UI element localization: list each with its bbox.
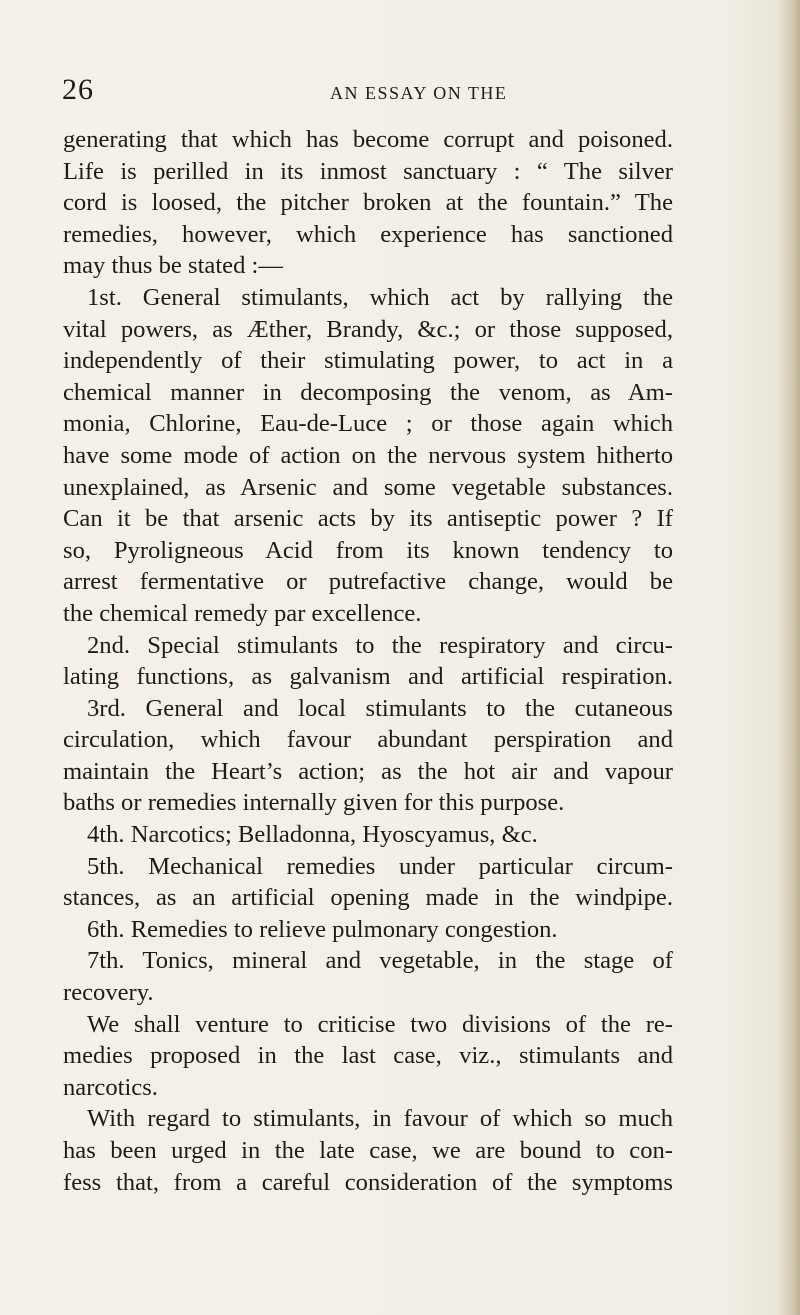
text-line: 2nd. Special stimulants to the respiratory and circu- [87, 631, 673, 659]
text-line: 4th. Narcotics; Belladonna, Hyoscyamus, &c. [87, 821, 538, 849]
text-line: 7th. Tonics, mineral and vegetable, in the stage of [87, 947, 673, 975]
page-edge-shadow [778, 0, 800, 1315]
text-line: recovery. [63, 979, 154, 1007]
text-line: so, Pyroligneous Acid from its known tendency to [63, 536, 673, 564]
text-line: maintain the Heart’s action; as the hot air and vapour [63, 757, 673, 785]
text-line: remedies, however, which experience has sanctioned [63, 220, 673, 248]
text-line: has been urged in the late case, we are bound to con- [63, 1137, 673, 1164]
running-head: AN ESSAY ON THE [330, 83, 508, 103]
text-line: have some mode of action on the nervous system hitherto [63, 441, 673, 469]
text-line: generating that which has become corrupt and poisoned. [63, 126, 673, 153]
text-line: cord is loosed, the pitcher broken at the fountain.” The [63, 189, 673, 217]
text-line: the chemical remedy par excellence. [63, 599, 422, 627]
text-line: may thus be stated :— [63, 252, 283, 280]
text-line: Life is perilled in its inmost sanctuary : “ The silver [63, 157, 673, 185]
text-line: unexplained, as Arsenic and some vegetable substances. [63, 473, 673, 501]
text-line: 3rd. General and local stimulants to the cutaneous [87, 694, 673, 722]
text-line: vital powers, as Æther, Brandy, &c.; or those supposed, [63, 315, 673, 343]
body-text [63, 124, 673, 1198]
page-number: 26 [62, 73, 94, 106]
text-line: monia, Chlorine, Eau-de-Luce ; or those again which [63, 410, 673, 438]
text-line: We shall venture to criticise two divisions of the re- [87, 1010, 673, 1038]
text-line: circulation, which favour abundant perspiration and [63, 726, 673, 754]
text-line: fess that, from a careful consideration of the symptoms [63, 1168, 673, 1196]
text-line: With regard to stimulants, in favour of which so much [87, 1105, 673, 1133]
text-line: 1st. General stimulants, which act by rallying the [87, 283, 673, 311]
text-line: 6th. Remedies to relieve pulmonary congestion. [87, 915, 558, 943]
text-line: baths or remedies internally given for this purpose. [63, 789, 565, 817]
text-line: chemical manner in decomposing the venom, as Am- [63, 378, 673, 406]
text-line: 5th. Mechanical remedies under particular circum- [87, 852, 673, 880]
text-line: medies proposed in the last case, viz., stimulants and [63, 1042, 673, 1070]
text-line: stances, as an artificial opening made in the windpipe. [63, 884, 673, 912]
text-line: Can it be that arsenic acts by its antiseptic power ? If [63, 505, 673, 533]
text-line: arrest fermentative or putrefactive change, would be [63, 568, 673, 596]
text-line: lating functions, as galvanism and artificial respiration. [63, 663, 673, 691]
text-line: narcotics. [63, 1073, 158, 1101]
text-line: independently of their stimulating power, to act in a [63, 347, 673, 375]
